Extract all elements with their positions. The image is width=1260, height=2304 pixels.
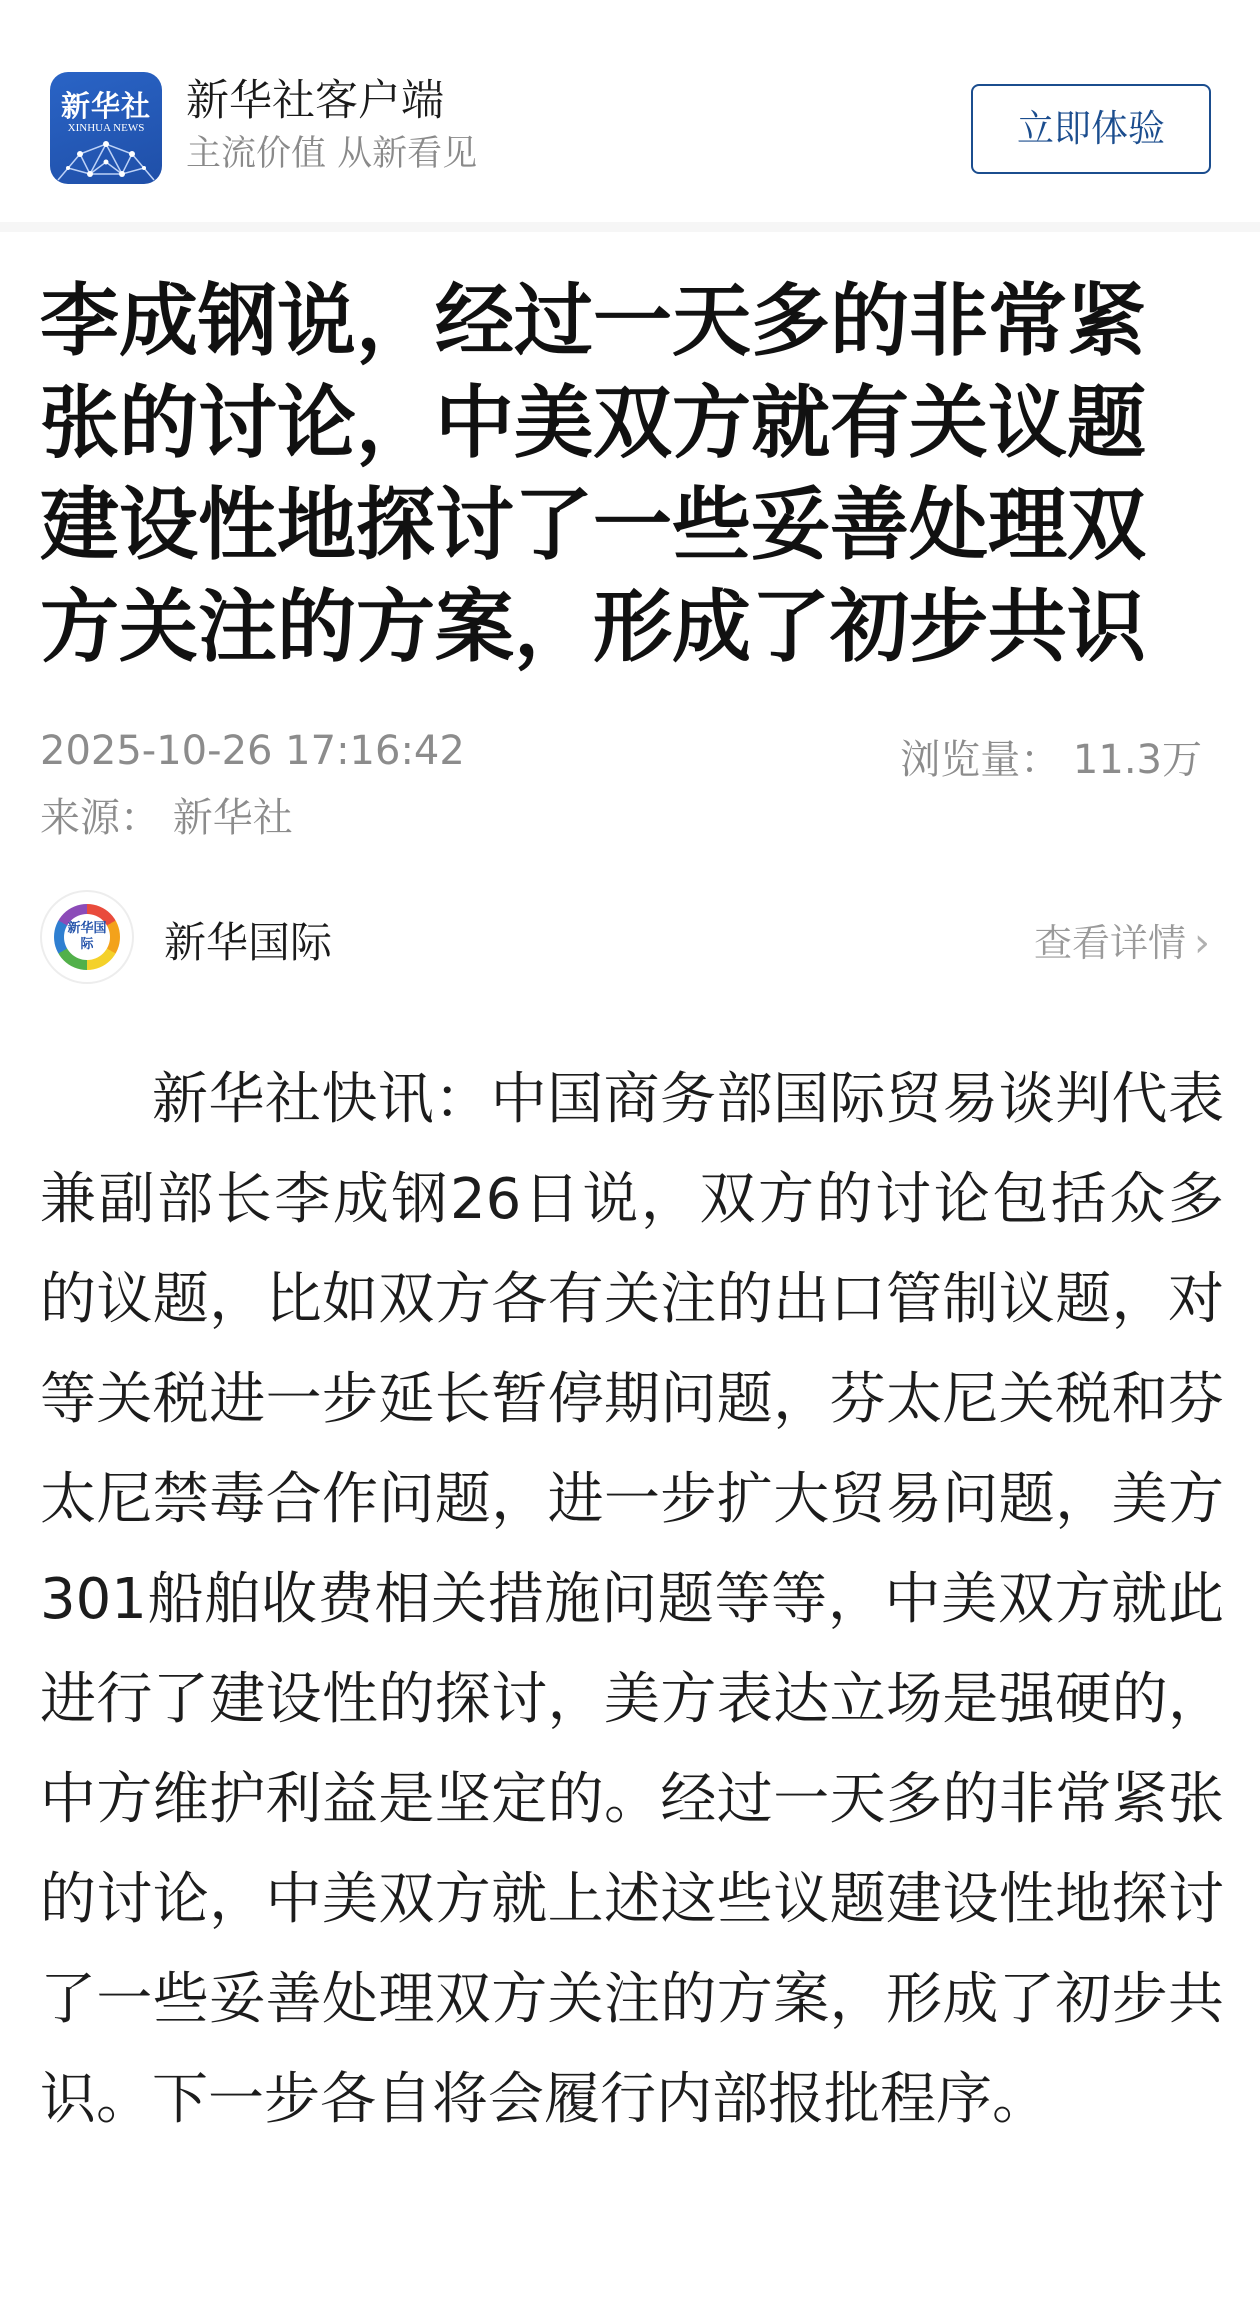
publish-datetime: 2025-10-26 17:16:42 bbox=[40, 728, 465, 774]
article-source: 来源： 新华社 bbox=[40, 795, 293, 841]
try-now-button[interactable]: 立即体验 bbox=[971, 84, 1211, 174]
channel-name[interactable]: 新华国际 bbox=[164, 918, 333, 967]
chevron-right-icon: › bbox=[1194, 920, 1210, 966]
app-banner bbox=[0, 0, 1260, 232]
view-details-link[interactable] bbox=[1034, 912, 1210, 967]
channel-avatar-text: 新华国际 bbox=[64, 914, 110, 960]
logo-text-cn: 新华社 bbox=[60, 89, 151, 123]
logo-text-en: XINHUA NEWS bbox=[67, 122, 145, 134]
logo-network-graphic bbox=[50, 134, 162, 184]
article-title: 李成钢说，经过一天多的非常紧张的讨论，中美双方就有关议题建设性地探讨了一些妥善处理双方关注的方案，形成了初步共识 bbox=[40, 275, 1146, 673]
channel-avatar[interactable] bbox=[40, 890, 134, 984]
view-details-label: 查看详情 bbox=[1033, 921, 1186, 965]
xinhua-logo-icon[interactable] bbox=[50, 72, 162, 184]
app-slogan: 主流价值 从新看见 bbox=[186, 134, 478, 174]
article-body: 新华社快讯：中国商务部国际贸易谈判代表兼副部长李成钢26日说，双方的讨论包括众多的议题，比如双方各有关注的出口管制议题，对等关税进一步延长暂停期问题，芬太尼关税和芬太尼禁毒合作问题，进一步扩大贸易问题，美方301船舶收费相关措施问题等等，中美双方就此进行了建设性的探讨，美方表达立场是强硬的，中方维护利益是坚定的。经过一天多的非常紧张的讨论，中美双方就上述这些议题建设性地探讨了一些妥善处理双方关注的方案，形成了初步共识。下一步各自将会履行内部报批程序。 bbox=[40, 1067, 1224, 2132]
app-name: 新华社客户端 bbox=[186, 76, 444, 126]
view-count: 浏览量： 11.3万 bbox=[900, 737, 1202, 783]
